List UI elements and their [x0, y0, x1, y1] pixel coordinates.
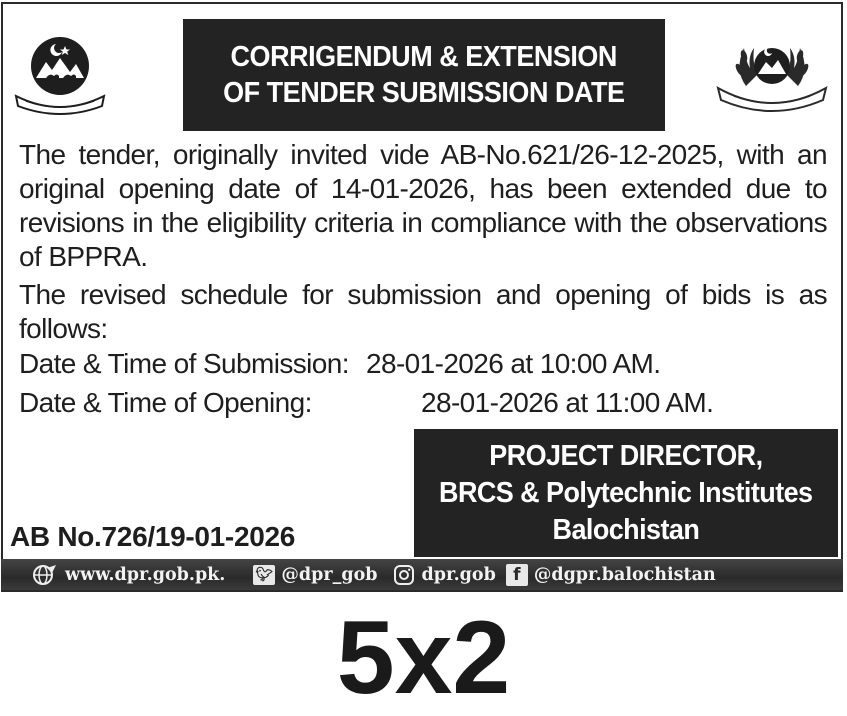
dgpr-balochistan-emblem-icon — [716, 30, 828, 114]
website-item[interactable] — [31, 564, 225, 586]
opening-value: 28-01-2026 at 11:00 AM. — [421, 387, 714, 418]
ad-size-label: 5x2 — [336, 600, 511, 716]
submission-label: Date & Time of Submission: — [19, 348, 349, 379]
instagram-handle[interactable]: dpr.gob — [421, 564, 496, 585]
twitter-item[interactable] — [253, 565, 377, 585]
facebook-handle[interactable]: @dgpr.balochistan — [533, 564, 716, 585]
balochistan-govt-emblem-icon — [12, 34, 108, 116]
website-link[interactable]: www.dpr.gob.pk. — [65, 564, 226, 585]
ab-number: AB No.726/19-01-2026 — [10, 521, 296, 552]
instagram-item[interactable] — [392, 563, 496, 587]
tender-notice-paragraph: The tender, originally invited vide AB-No.621/26-12-2025, with an original opening date of 14-01-2026, has been extended due to revisions in the eligibility criteria in compliance with the observations of BPPRA. — [19, 139, 827, 272]
title-banner — [183, 19, 665, 131]
revised-schedule-intro: The revised schedule for submission and opening of bids is as follows: — [19, 279, 827, 344]
signatory-line-3: Balochistan — [552, 513, 700, 546]
submission-value: 28-01-2026 at 10:00 AM. — [366, 348, 661, 379]
twitter-handle[interactable]: @dpr_gob — [281, 564, 378, 585]
social-footer — [1, 559, 843, 590]
signatory-line-1: PROJECT DIRECTOR, — [489, 439, 763, 472]
opening-label: Date & Time of Opening: — [19, 387, 312, 418]
twitter-icon: 🐦︎ — [253, 565, 275, 585]
title-line-2: OF TENDER SUBMISSION DATE — [223, 77, 625, 109]
signatory-banner — [414, 429, 838, 557]
facebook-icon: f — [506, 564, 528, 586]
facebook-item[interactable] — [506, 564, 716, 586]
globe-icon — [31, 564, 57, 586]
instagram-icon — [392, 563, 416, 587]
signatory-line-2: BRCS & Polytechnic Institutes — [439, 476, 813, 509]
title-line-1: CORRIGENDUM & EXTENSION — [230, 41, 618, 73]
